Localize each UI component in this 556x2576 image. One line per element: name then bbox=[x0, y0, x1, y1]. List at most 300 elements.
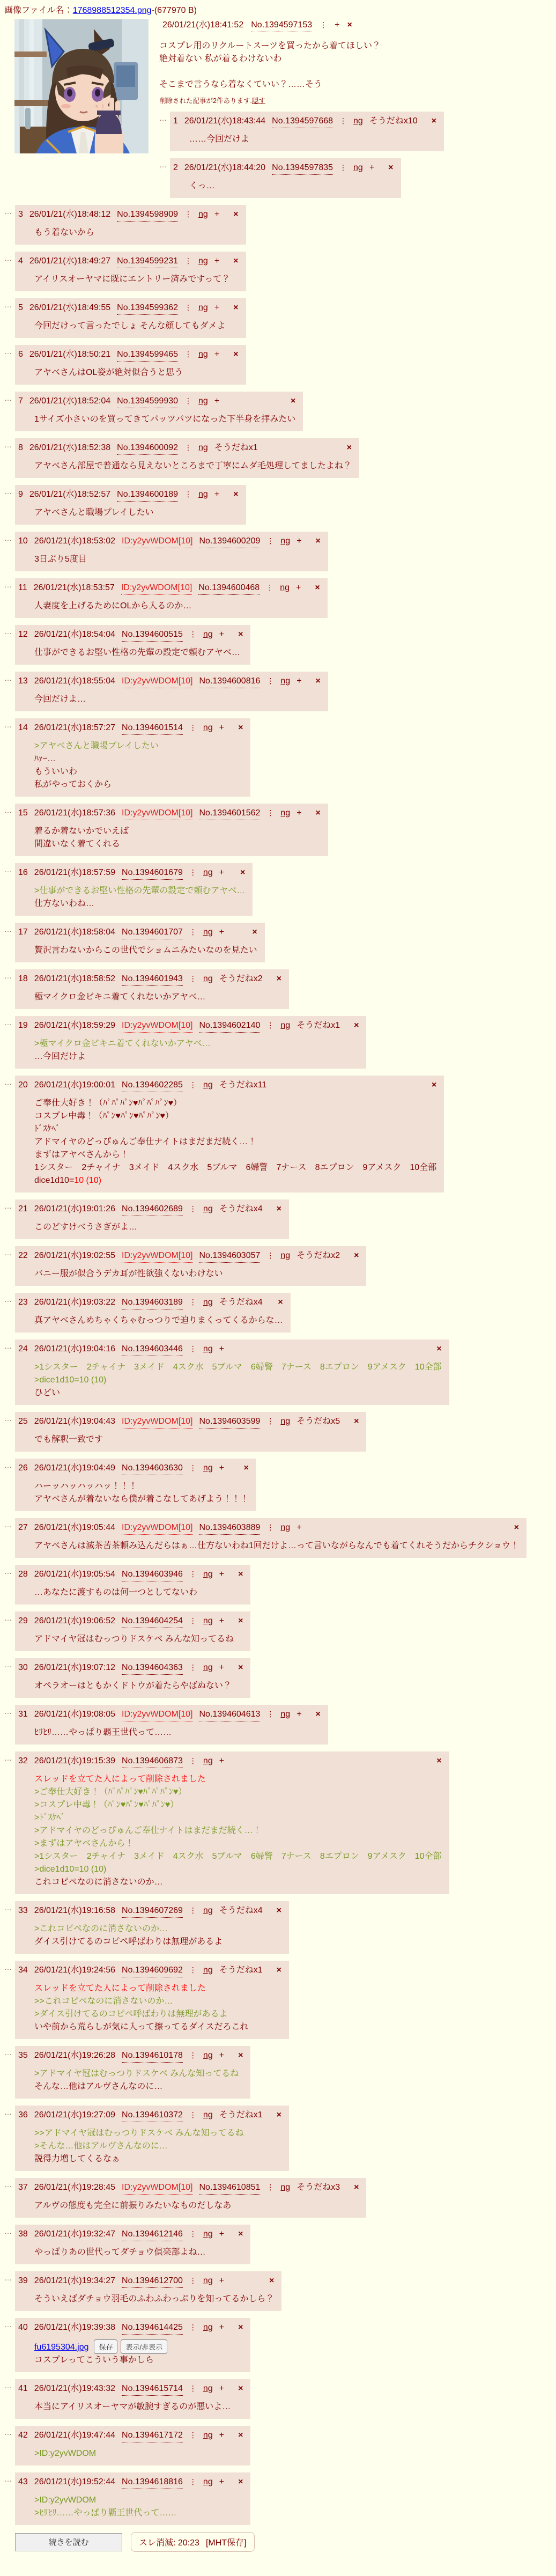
kebab-menu-icon[interactable]: ⋮ bbox=[189, 928, 197, 936]
reply-expand-link[interactable]: … bbox=[4, 1963, 12, 1971]
sodane-plus-button[interactable]: + bbox=[219, 2477, 225, 2486]
kebab-menu-icon[interactable]: ⋮ bbox=[184, 490, 192, 498]
hide-post-button[interactable]: × bbox=[290, 396, 296, 406]
hide-post-button[interactable]: × bbox=[240, 868, 246, 877]
reply-post-number[interactable]: No.1394601707 bbox=[122, 926, 183, 939]
sodane-plus-button[interactable]: + bbox=[219, 1756, 225, 1765]
sodane-plus-button[interactable]: + bbox=[219, 1344, 225, 1353]
reply-expand-link[interactable]: … bbox=[4, 1414, 12, 1423]
sodane-plus-button[interactable]: + bbox=[296, 676, 302, 686]
kebab-menu-icon[interactable]: ⋮ bbox=[189, 1616, 197, 1625]
ng-button[interactable]: ng bbox=[203, 1080, 213, 1090]
quote-line[interactable]: >ID:y2yvWDOM bbox=[34, 2449, 97, 2458]
kebab-menu-icon[interactable]: ⋮ bbox=[189, 2431, 197, 2439]
reply-post-number[interactable]: No.1394610851 bbox=[199, 2181, 261, 2195]
ng-button[interactable]: ng bbox=[203, 1663, 213, 1672]
quote-line[interactable]: >dice1d10=10 (10) bbox=[34, 1375, 107, 1385]
kebab-menu-icon[interactable]: ⋮ bbox=[189, 630, 197, 638]
reply-expand-link[interactable]: … bbox=[4, 720, 12, 729]
kebab-menu-icon[interactable]: ⋮ bbox=[266, 808, 275, 817]
reply-post-number[interactable]: No.1394600209 bbox=[199, 535, 261, 548]
sodane-plus-button[interactable]: + bbox=[296, 536, 302, 546]
ng-button[interactable]: ng bbox=[280, 1417, 291, 1426]
hide-post-button[interactable]: × bbox=[238, 1616, 243, 1625]
reply-post-number[interactable]: No.1394612700 bbox=[122, 2275, 183, 2288]
ng-button[interactable]: ng bbox=[280, 1710, 291, 1719]
ng-button[interactable]: ng bbox=[203, 2229, 213, 2239]
ng-button[interactable]: ng bbox=[203, 2110, 213, 2119]
reply-expand-link[interactable]: … bbox=[4, 1903, 12, 1912]
kebab-menu-icon[interactable]: ⋮ bbox=[189, 723, 197, 732]
sodane-plus-button[interactable]: + bbox=[219, 2431, 225, 2440]
reply-post-number[interactable]: No.1394603599 bbox=[199, 1415, 261, 1429]
ng-button[interactable]: ng bbox=[203, 1756, 213, 1765]
kebab-menu-icon[interactable]: ⋮ bbox=[189, 868, 197, 877]
ng-button[interactable]: ng bbox=[280, 583, 290, 592]
ng-button[interactable]: ng bbox=[280, 2183, 291, 2192]
reply-post-number[interactable]: No.1394602689 bbox=[122, 1203, 183, 1216]
op-post-number[interactable]: No.1394597153 bbox=[251, 19, 312, 32]
hide-post-button[interactable]: × bbox=[238, 2229, 243, 2239]
quote-line[interactable]: >ﾄﾞｽｹﾍﾞ bbox=[34, 1813, 65, 1822]
hide-post-button[interactable]: × bbox=[233, 303, 239, 312]
ng-button[interactable]: ng bbox=[203, 723, 213, 732]
kebab-menu-icon[interactable]: ⋮ bbox=[189, 1298, 197, 1306]
sodane-plus-button[interactable]: + bbox=[296, 1710, 302, 1719]
reply-expand-link[interactable]: … bbox=[4, 2227, 12, 2235]
kebab-menu-icon[interactable]: ⋮ bbox=[189, 2229, 197, 2238]
reply-expand-link[interactable]: … bbox=[4, 1707, 12, 1716]
ng-button[interactable]: ng bbox=[203, 1616, 213, 1625]
reply-post-number[interactable]: No.1394617172 bbox=[122, 2429, 183, 2442]
sodane-plus-button[interactable]: + bbox=[214, 350, 220, 359]
reply-post-number[interactable]: No.1394604613 bbox=[199, 1708, 261, 1721]
sodane-plus-button[interactable]: + bbox=[369, 163, 375, 172]
kebab-menu-icon[interactable]: ⋮ bbox=[189, 1663, 197, 1672]
sodane-count[interactable]: そうだねx4 bbox=[219, 1906, 263, 1915]
reply-post-number[interactable]: No.1394602285 bbox=[122, 1079, 183, 1092]
reply-post-number[interactable]: No.1394597835 bbox=[272, 161, 333, 175]
kebab-menu-icon[interactable]: ⋮ bbox=[266, 1251, 275, 1260]
reply-expand-link[interactable]: … bbox=[4, 925, 12, 933]
hide-post-button[interactable]: × bbox=[388, 163, 394, 172]
reply-post-number[interactable]: No.1394607269 bbox=[122, 1904, 183, 1918]
hide-post-button[interactable]: × bbox=[238, 2323, 243, 2332]
reply-expand-link[interactable]: … bbox=[4, 1520, 12, 1529]
sodane-plus-button[interactable]: + bbox=[214, 396, 220, 406]
reply-post-number[interactable]: No.1394604363 bbox=[122, 1661, 183, 1675]
poster-id[interactable]: ID:y2yvWDOM[10] bbox=[122, 1249, 192, 1263]
ng-button[interactable]: ng bbox=[198, 490, 208, 499]
hide-post-button[interactable]: × bbox=[276, 1906, 281, 1915]
reply-post-number[interactable]: No.1394603189 bbox=[122, 1296, 183, 1309]
sodane-count[interactable]: そうだねx1 bbox=[219, 2110, 263, 2119]
reply-post-number[interactable]: No.1394598909 bbox=[117, 208, 178, 222]
sodane-plus-button[interactable]: + bbox=[219, 1463, 225, 1473]
reply-expand-link[interactable]: … bbox=[4, 674, 12, 682]
reply-expand-link[interactable]: … bbox=[4, 207, 12, 216]
mht-save-link[interactable]: [MHT保存] bbox=[205, 2538, 247, 2548]
ng-button[interactable]: ng bbox=[203, 1463, 213, 1473]
kebab-menu-icon[interactable]: ⋮ bbox=[189, 1204, 197, 1213]
hide-post-button[interactable]: × bbox=[276, 2110, 281, 2119]
hide-post-button[interactable]: × bbox=[278, 1298, 283, 1307]
reply-post-number[interactable]: No.1394609692 bbox=[122, 1964, 183, 1977]
reply-expand-link[interactable]: … bbox=[4, 300, 12, 309]
sodane-plus-button[interactable]: + bbox=[219, 2229, 225, 2239]
sodane-count[interactable]: そうだねx1 bbox=[219, 1966, 263, 1975]
sodane-plus-button[interactable]: + bbox=[219, 1663, 225, 1672]
hide-post-button[interactable]: × bbox=[431, 116, 436, 126]
kebab-menu-icon[interactable]: ⋮ bbox=[339, 163, 347, 172]
reply-expand-link[interactable]: … bbox=[4, 1660, 12, 1669]
sodane-plus-button[interactable]: + bbox=[219, 928, 225, 937]
sodane-count[interactable]: そうだねx2 bbox=[296, 1251, 340, 1260]
ng-button[interactable]: ng bbox=[280, 1251, 291, 1260]
quote-line[interactable]: >これコピペなのに消さないのか… bbox=[34, 1924, 168, 1933]
hide-post-button[interactable]: × bbox=[315, 808, 321, 818]
hide-post-button[interactable]: × bbox=[315, 536, 321, 546]
poster-id[interactable]: ID:y2yvWDOM[10] bbox=[122, 675, 192, 688]
sodane-count[interactable]: そうだねx1 bbox=[296, 1021, 340, 1030]
reply-post-number[interactable]: No.1394599930 bbox=[117, 395, 178, 408]
ng-button[interactable]: ng bbox=[203, 630, 213, 639]
reply-post-number[interactable]: No.1394610178 bbox=[122, 2049, 183, 2063]
reply-expand-link[interactable]: … bbox=[4, 254, 12, 262]
sodane-plus-button[interactable]: + bbox=[219, 1570, 225, 1579]
reply-expand-link[interactable]: … bbox=[4, 347, 12, 356]
quote-line[interactable]: >1シスター 2チャイナ 3メイド 4スク水 5ブルマ 6婦警 7ナース 8エプロン 9アメスク 10全部 bbox=[34, 1363, 442, 1372]
sodane-count[interactable]: そうだねx10 bbox=[369, 116, 418, 126]
hide-post-button[interactable]: × bbox=[276, 1204, 281, 1213]
poster-id[interactable]: ID:y2yvWDOM[10] bbox=[121, 582, 192, 595]
sodane-plus-button[interactable]: + bbox=[219, 868, 225, 877]
ng-button[interactable]: ng bbox=[203, 1906, 213, 1915]
quote-line[interactable]: >dice1d10=10 (10) bbox=[34, 1865, 107, 1874]
ng-button[interactable]: ng bbox=[280, 676, 291, 686]
hide-post-button[interactable]: × bbox=[252, 928, 257, 937]
hide-post-button[interactable]: × bbox=[276, 1966, 281, 1975]
kebab-menu-icon[interactable]: ⋮ bbox=[339, 116, 347, 125]
kebab-menu-icon[interactable]: ⋮ bbox=[189, 974, 197, 983]
sodane-plus-button[interactable]: + bbox=[296, 808, 302, 818]
sodane-plus-button[interactable]: + bbox=[219, 2384, 225, 2393]
ng-button[interactable]: ng bbox=[280, 1021, 291, 1030]
reply-expand-link[interactable]: … bbox=[4, 2273, 12, 2282]
ng-button[interactable]: ng bbox=[198, 303, 208, 312]
reply-post-number[interactable]: No.1394600468 bbox=[198, 582, 260, 595]
kebab-menu-icon[interactable]: ⋮ bbox=[184, 256, 192, 265]
sodane-count[interactable]: そうだねx11 bbox=[219, 1080, 267, 1090]
quote-line[interactable]: >極マイクロ金ビキニ着てくれないかアヤベ… bbox=[34, 1039, 211, 1048]
reply-post-number[interactable]: No.1394599362 bbox=[117, 301, 178, 315]
quote-line[interactable]: >>アドマイヤ冠はむっつりドスケベ みんな知ってるね bbox=[34, 2129, 244, 2138]
reply-post-number[interactable]: No.1394603889 bbox=[199, 1521, 261, 1535]
kebab-menu-icon[interactable]: ⋮ bbox=[266, 1710, 275, 1718]
hide-post-button[interactable]: × bbox=[346, 443, 352, 452]
poster-id[interactable]: ID:y2yvWDOM[10] bbox=[122, 1521, 192, 1535]
ng-button[interactable]: ng bbox=[203, 1298, 213, 1307]
kebab-menu-icon[interactable]: ⋮ bbox=[184, 210, 192, 218]
ng-button[interactable]: ng bbox=[203, 2323, 213, 2332]
sodane-count[interactable]: そうだねx2 bbox=[219, 974, 263, 983]
ng-button[interactable]: ng bbox=[203, 868, 213, 877]
ng-button[interactable]: ng bbox=[203, 2384, 213, 2393]
reply-post-number[interactable]: No.1394597668 bbox=[272, 115, 333, 128]
quote-line[interactable]: >ご奉仕大好き！（ﾊﾟﾊﾟﾊﾟﾝ♥ﾊﾟﾊﾟﾊﾟﾝ♥） bbox=[34, 1787, 187, 1797]
kebab-menu-icon[interactable]: ⋮ bbox=[189, 2323, 197, 2331]
sodane-count[interactable]: そうだねx1 bbox=[214, 443, 258, 452]
kebab-menu-icon[interactable]: ⋮ bbox=[189, 1463, 197, 1472]
kebab-menu-icon[interactable]: ⋮ bbox=[189, 1080, 197, 1089]
sodane-plus-button[interactable]: + bbox=[214, 256, 220, 266]
reply-expand-link[interactable]: … bbox=[4, 2048, 12, 2057]
ng-button[interactable]: ng bbox=[198, 350, 208, 359]
kebab-menu-icon[interactable]: ⋮ bbox=[266, 1021, 275, 1029]
reply-post-number[interactable]: No.1394603446 bbox=[122, 1343, 183, 1356]
quote-line[interactable]: >まずはアヤベさんから！ bbox=[34, 1839, 134, 1848]
reply-expand-link[interactable]: … bbox=[4, 1248, 12, 1257]
hide-post-button[interactable]: × bbox=[238, 2384, 243, 2393]
kebab-menu-icon[interactable]: ⋮ bbox=[189, 2477, 197, 2486]
ng-button[interactable]: ng bbox=[353, 163, 363, 172]
kebab-menu-icon[interactable]: ⋮ bbox=[320, 20, 328, 29]
kebab-menu-icon[interactable]: ⋮ bbox=[184, 303, 192, 312]
ng-button[interactable]: ng bbox=[203, 2051, 213, 2060]
ng-button[interactable]: ng bbox=[203, 1204, 213, 1213]
quote-line[interactable]: >仕事ができるお堅い性格の先輩の設定で頼むアヤベ… bbox=[34, 886, 246, 895]
hide-post-button[interactable]: × bbox=[354, 1251, 359, 1260]
sodane-plus-button[interactable]: + bbox=[219, 723, 225, 732]
ng-button[interactable]: ng bbox=[203, 1966, 213, 1975]
file-toggle-button[interactable]: 表示/非表示 bbox=[121, 2339, 167, 2354]
poster-id[interactable]: ID:y2yvWDOM[10] bbox=[122, 1415, 192, 1429]
ng-button[interactable]: ng bbox=[198, 210, 208, 219]
kebab-menu-icon[interactable]: ⋮ bbox=[189, 1756, 197, 1765]
quote-line[interactable]: >アドマイヤのどっぴゅんご奉仕ナイトはまだまだ続く…！ bbox=[34, 1826, 262, 1835]
reply-expand-link[interactable]: … bbox=[4, 1567, 12, 1576]
reply-expand-link[interactable]: … bbox=[4, 1202, 12, 1210]
file-save-button[interactable]: 保存 bbox=[94, 2339, 117, 2354]
hide-post-button[interactable]: × bbox=[315, 1710, 321, 1719]
sodane-count[interactable]: そうだねx4 bbox=[219, 1298, 263, 1307]
kebab-menu-icon[interactable]: ⋮ bbox=[184, 350, 192, 358]
ng-button[interactable]: ng bbox=[203, 974, 213, 983]
reply-post-number[interactable]: No.1394614425 bbox=[122, 2321, 183, 2335]
kebab-menu-icon[interactable]: ⋮ bbox=[184, 396, 192, 405]
hide-post-button[interactable]: × bbox=[354, 1417, 359, 1426]
ng-button[interactable]: ng bbox=[280, 1523, 291, 1532]
reply-expand-link[interactable]: … bbox=[4, 580, 12, 589]
kebab-menu-icon[interactable]: ⋮ bbox=[266, 2183, 275, 2191]
sodane-plus-button[interactable]: + bbox=[296, 583, 301, 592]
kebab-menu-icon[interactable]: ⋮ bbox=[266, 1417, 275, 1425]
kebab-menu-icon[interactable]: ⋮ bbox=[189, 2051, 197, 2059]
ng-button[interactable]: ng bbox=[198, 396, 208, 406]
sodane-plus-button[interactable]: + bbox=[214, 210, 220, 219]
ng-button[interactable]: ng bbox=[280, 536, 291, 546]
hide-post-button[interactable]: × bbox=[238, 1570, 243, 1579]
hide-post-button[interactable]: × bbox=[347, 20, 352, 30]
reply-expand-link[interactable]: … bbox=[4, 1614, 12, 1622]
quote-line[interactable]: >アヤベさんと職場プレイしたい bbox=[34, 741, 159, 750]
reply-post-number[interactable]: No.1394602140 bbox=[199, 1019, 261, 1033]
hide-deleted-link[interactable]: 隠す bbox=[251, 97, 265, 105]
reply-post-number[interactable]: No.1394600515 bbox=[122, 628, 183, 642]
kebab-menu-icon[interactable]: ⋮ bbox=[266, 676, 275, 685]
reply-post-number[interactable]: No.1394599231 bbox=[117, 255, 178, 268]
reply-post-number[interactable]: No.1394603946 bbox=[122, 1568, 183, 1581]
reply-post-number[interactable]: No.1394612146 bbox=[122, 2228, 183, 2241]
hide-post-button[interactable]: × bbox=[233, 256, 239, 266]
hide-post-button[interactable]: × bbox=[436, 1756, 442, 1765]
reply-expand-link[interactable]: … bbox=[4, 440, 12, 449]
hide-post-button[interactable]: × bbox=[238, 2431, 243, 2440]
reply-expand-link[interactable]: … bbox=[4, 1295, 12, 1304]
sodane-plus-button[interactable]: + bbox=[296, 1523, 302, 1532]
poster-id[interactable]: ID:y2yvWDOM[10] bbox=[122, 1708, 192, 1721]
op-thumbnail-image[interactable] bbox=[14, 19, 149, 153]
hide-post-button[interactable]: × bbox=[436, 1344, 442, 1353]
hide-post-button[interactable]: × bbox=[238, 2051, 243, 2060]
reply-post-number[interactable]: No.1394606873 bbox=[122, 1755, 183, 1768]
kebab-menu-icon[interactable]: ⋮ bbox=[266, 583, 274, 592]
ng-button[interactable]: ng bbox=[203, 2477, 213, 2486]
reply-post-number[interactable]: No.1394603630 bbox=[122, 1462, 183, 1475]
reply-post-number[interactable]: No.1394618816 bbox=[122, 2476, 183, 2489]
ng-button[interactable]: ng bbox=[203, 1570, 213, 1579]
hide-post-button[interactable]: × bbox=[354, 1021, 359, 1030]
hide-post-button[interactable]: × bbox=[276, 974, 281, 983]
reply-expand-link[interactable]: … bbox=[4, 394, 12, 402]
reply-expand-link[interactable]: … bbox=[4, 2180, 12, 2189]
quote-line[interactable]: >>これコピペなのに消さないのか… bbox=[34, 1997, 173, 2006]
kebab-menu-icon[interactable]: ⋮ bbox=[189, 2110, 197, 2119]
reply-expand-link[interactable]: … bbox=[4, 627, 12, 636]
sodane-count[interactable]: そうだねx5 bbox=[296, 1417, 340, 1426]
ng-button[interactable]: ng bbox=[198, 443, 208, 452]
attached-file-link[interactable]: fu6195304.jpg bbox=[34, 2343, 89, 2352]
hide-post-button[interactable]: × bbox=[238, 2477, 243, 2486]
sodane-plus-button[interactable]: + bbox=[219, 2276, 225, 2285]
hide-post-button[interactable]: × bbox=[238, 723, 243, 732]
quote-line[interactable]: >1シスター 2チャイナ 3メイド 4スク水 5ブルマ 6婦警 7ナース 8エプロン 9アメスク 10全部 bbox=[34, 1852, 442, 1861]
reply-expand-link[interactable]: … bbox=[4, 1754, 12, 1762]
kebab-menu-icon[interactable]: ⋮ bbox=[189, 2276, 197, 2285]
sodane-plus-button[interactable]: + bbox=[219, 2051, 225, 2060]
reply-expand-link[interactable]: … bbox=[4, 2381, 12, 2390]
reply-post-number[interactable]: No.1394600816 bbox=[199, 675, 261, 688]
reply-expand-link[interactable]: … bbox=[4, 1342, 12, 1350]
hide-post-button[interactable]: × bbox=[233, 210, 239, 219]
hide-post-button[interactable]: × bbox=[315, 676, 321, 686]
quote-line[interactable]: >ダイス引けてるのコピペ呼ばわりは無理があるよ bbox=[34, 2010, 228, 2019]
ng-button[interactable]: ng bbox=[203, 2276, 213, 2285]
reply-expand-link[interactable]: … bbox=[159, 160, 167, 169]
sodane-plus-button[interactable]: + bbox=[219, 2323, 225, 2332]
reply-expand-link[interactable]: … bbox=[4, 2428, 12, 2437]
ng-button[interactable]: ng bbox=[203, 1344, 213, 1353]
sodane-plus-button[interactable]: + bbox=[214, 303, 220, 312]
reply-post-number[interactable]: No.1394599465 bbox=[117, 348, 178, 362]
sodane-plus-button[interactable]: + bbox=[214, 490, 220, 499]
quote-line[interactable]: >そんな…他はアルヴさんなのに… bbox=[34, 2141, 168, 2151]
hide-post-button[interactable]: × bbox=[233, 490, 239, 499]
kebab-menu-icon[interactable]: ⋮ bbox=[184, 443, 192, 452]
quote-line[interactable]: >ﾋﾘﾋﾘ……やっぱり覇王世代って…… bbox=[34, 2508, 177, 2518]
hide-post-button[interactable]: × bbox=[233, 350, 239, 359]
quote-line[interactable]: >ID:y2yvWDOM bbox=[34, 2496, 97, 2505]
reply-expand-link[interactable]: … bbox=[4, 865, 12, 874]
reply-expand-link[interactable]: … bbox=[4, 534, 12, 542]
sodane-count[interactable]: そうだねx3 bbox=[296, 2183, 340, 2192]
poster-id[interactable]: ID:y2yvWDOM[10] bbox=[122, 1019, 192, 1033]
ng-button[interactable]: ng bbox=[280, 808, 291, 818]
hide-post-button[interactable]: × bbox=[514, 1523, 519, 1532]
sodane-count[interactable]: そうだねx4 bbox=[219, 1204, 263, 1213]
kebab-menu-icon[interactable]: ⋮ bbox=[189, 2384, 197, 2393]
hide-post-button[interactable]: × bbox=[269, 2276, 275, 2285]
reply-expand-link[interactable]: … bbox=[4, 2108, 12, 2116]
kebab-menu-icon[interactable]: ⋮ bbox=[189, 1344, 197, 1353]
reply-expand-link[interactable]: … bbox=[159, 114, 167, 122]
ng-button[interactable]: ng bbox=[203, 928, 213, 937]
reply-expand-link[interactable]: … bbox=[4, 1018, 12, 1027]
reply-expand-link[interactable]: … bbox=[4, 806, 12, 814]
reply-post-number[interactable]: No.1394601943 bbox=[122, 973, 183, 986]
ng-button[interactable]: ng bbox=[353, 116, 363, 126]
kebab-menu-icon[interactable]: ⋮ bbox=[189, 1966, 197, 1974]
reply-expand-link[interactable]: … bbox=[4, 1461, 12, 1469]
hide-post-button[interactable]: × bbox=[238, 1663, 243, 1672]
reply-post-number[interactable]: No.1394615714 bbox=[122, 2382, 183, 2396]
reply-post-number[interactable]: No.1394601679 bbox=[122, 866, 183, 880]
reply-post-number[interactable]: No.1394601562 bbox=[199, 807, 261, 820]
kebab-menu-icon[interactable]: ⋮ bbox=[266, 536, 275, 545]
kebab-menu-icon[interactable]: ⋮ bbox=[266, 1523, 275, 1532]
ng-button[interactable]: ng bbox=[203, 2431, 213, 2440]
hide-post-button[interactable]: × bbox=[315, 583, 320, 592]
poster-id[interactable]: ID:y2yvWDOM[10] bbox=[122, 2181, 192, 2195]
hide-post-button[interactable]: × bbox=[431, 1080, 437, 1090]
quote-line[interactable]: >コスプレ中毒！（ﾊﾟﾝ♥ﾊﾟﾝ♥ﾊﾟﾊﾟﾝ♥） bbox=[34, 1800, 179, 1809]
reply-expand-link[interactable]: … bbox=[4, 1078, 12, 1086]
kebab-menu-icon[interactable]: ⋮ bbox=[189, 1570, 197, 1578]
poster-id[interactable]: ID:y2yvWDOM[10] bbox=[122, 807, 192, 820]
reply-expand-link[interactable]: … bbox=[4, 2320, 12, 2329]
poster-id[interactable]: ID:y2yvWDOM[10] bbox=[122, 535, 192, 548]
sodane-plus-button[interactable]: + bbox=[219, 1616, 225, 1625]
read-more-button[interactable]: 続きを読む bbox=[15, 2533, 122, 2551]
reply-post-number[interactable]: No.1394600092 bbox=[117, 441, 178, 455]
ng-button[interactable]: ng bbox=[198, 256, 208, 266]
sodane-plus-button[interactable]: + bbox=[219, 630, 225, 639]
reply-expand-link[interactable]: … bbox=[4, 487, 12, 496]
quote-line[interactable]: >アドマイヤ冠はむっつりドスケベ みんな知ってるね bbox=[34, 2069, 239, 2078]
hide-post-button[interactable]: × bbox=[238, 630, 243, 639]
reply-post-number[interactable]: No.1394604254 bbox=[122, 1615, 183, 1628]
reply-post-number[interactable]: No.1394600189 bbox=[117, 488, 178, 502]
reply-expand-link[interactable]: … bbox=[4, 2475, 12, 2483]
filename-link[interactable]: 1768988512354.png bbox=[72, 6, 152, 15]
reply-post-number[interactable]: No.1394603057 bbox=[199, 1249, 261, 1263]
hide-post-button[interactable]: × bbox=[243, 1463, 249, 1473]
reply-post-number[interactable]: No.1394610372 bbox=[122, 2109, 183, 2122]
reply-post-number[interactable]: No.1394601514 bbox=[122, 722, 183, 735]
hide-post-button[interactable]: × bbox=[354, 2183, 359, 2192]
reply-expand-link[interactable]: … bbox=[4, 971, 12, 980]
kebab-menu-icon[interactable]: ⋮ bbox=[189, 1906, 197, 1915]
